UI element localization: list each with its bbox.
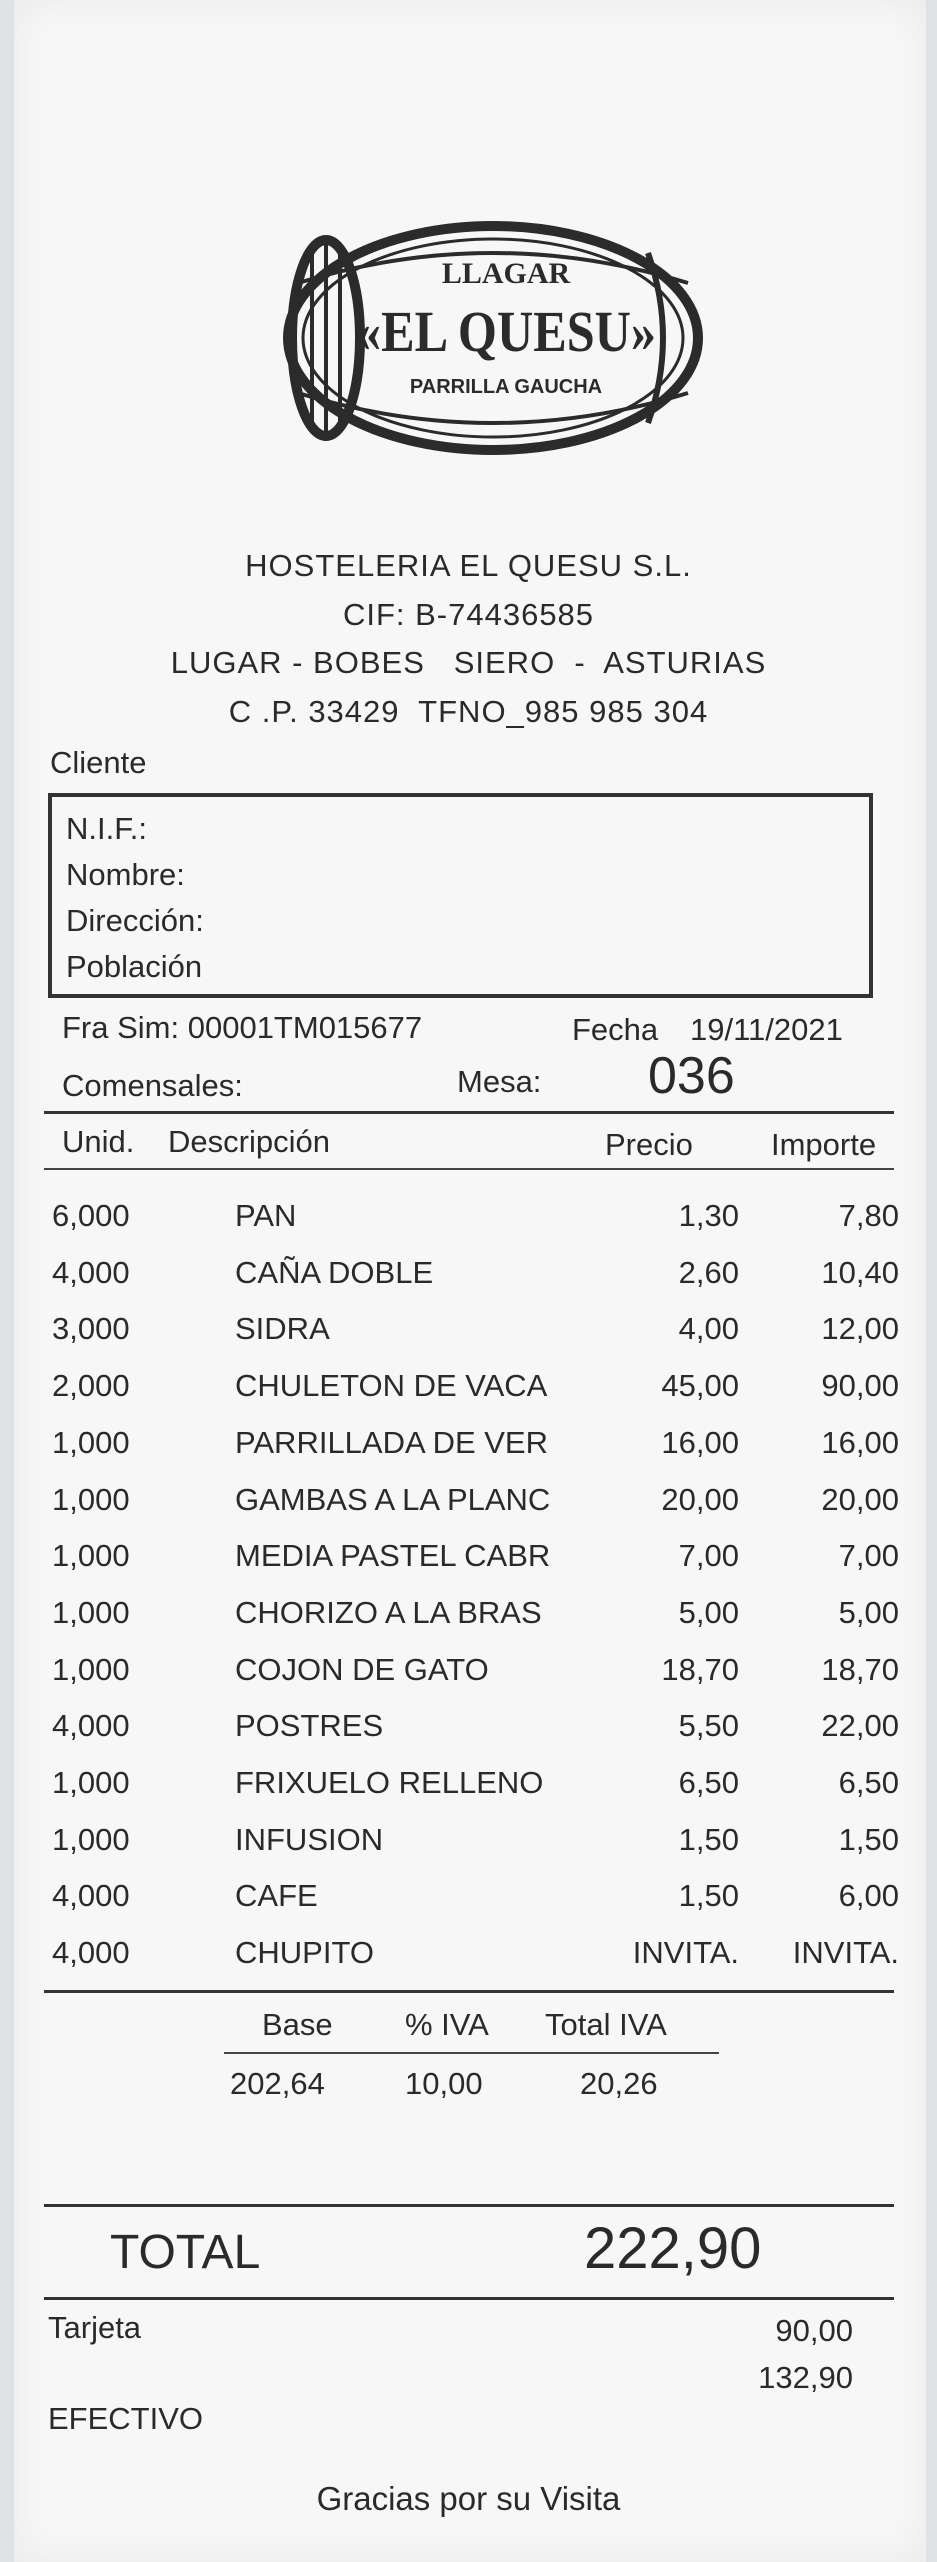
item-description: POSTRES [235,1708,384,1744]
item-amount: 7,80 [838,1198,899,1233]
item-description: PAN [235,1198,297,1233]
item-price: 7,00 [678,1538,739,1574]
item-row [0,1425,937,1481]
item-unit: 2,000 [52,1368,130,1404]
client-address-label: Dirección: [66,903,204,938]
item-row [0,1311,937,1367]
item-price: 16,00 [661,1424,739,1460]
item-amount: 6,50 [838,1765,899,1800]
item-price: INVITA. [632,1935,739,1971]
tax-base-value: 202,64 [230,2066,325,2101]
table-label: Mesa: [457,1064,542,1099]
item-amount: 16,00 [821,1424,899,1460]
item-row [0,1652,937,1708]
invoice-date-label: Fecha [572,1012,659,1047]
item-price: 1,50 [678,1821,739,1857]
item-price: 1,50 [678,1878,739,1914]
item-unit: 1,000 [52,1538,130,1574]
item-amount: 5,00 [838,1594,899,1630]
item-description: CHULETON DE VACA [235,1368,548,1404]
item-unit: 3,000 [52,1311,130,1347]
llagar-barrel-logo [278,213,708,463]
item-price: 6,50 [678,1765,739,1800]
company-postal-phone: C .P. 33429 TFNO_985 985 304 [228,694,709,729]
item-row [0,1708,937,1764]
item-description: FRIXUELO RELLENO [235,1765,544,1800]
item-price: 45,00 [661,1368,739,1404]
invoice-date: 19/11/2021 [690,1012,843,1047]
item-amount: 18,70 [821,1651,899,1687]
client-name-label: Nombre: [66,857,185,892]
table-number: 036 [648,1047,735,1105]
item-description: PARRILLADA DE VER [235,1424,548,1460]
item-row [0,1538,937,1594]
item-row [0,1255,937,1311]
thank-you-footer: Gracias por su Visita [316,2480,621,2517]
divider [44,1990,894,1993]
total-value: 222,90 [584,2216,762,2281]
tax-rate-value: 10,00 [405,2066,483,2101]
item-row [0,1878,937,1934]
card-label: Tarjeta [48,2310,142,2345]
item-description: INFUSION [235,1821,384,1857]
item-amount: 7,00 [838,1538,899,1574]
item-price: 5,00 [678,1594,739,1630]
item-unit: 1,000 [52,1821,130,1857]
column-unit: Unid. [62,1124,135,1159]
item-description: COJON DE GATO [235,1651,489,1687]
item-row [0,1822,937,1878]
item-unit: 1,000 [52,1424,130,1460]
logo-line-2: «EL QUESU» [356,299,656,364]
item-amount: 6,00 [838,1878,899,1914]
client-nif-label: N.I.F.: [66,811,147,846]
item-price: 4,00 [678,1311,739,1347]
tax-total-value: 20,26 [580,2066,658,2101]
divider [44,1111,894,1114]
item-price: 1,30 [678,1198,739,1233]
client-town-label: Población [66,949,203,984]
item-amount: 90,00 [821,1368,899,1404]
logo-line-3: PARRILLA GAUCHA [409,376,603,398]
tax-base-label: Base [262,2007,333,2042]
total-label: TOTAL [110,2226,261,2279]
item-description: CHUPITO [235,1935,374,1971]
item-amount: INVITA. [792,1935,899,1971]
item-description: SIDRA [235,1311,330,1347]
item-price: 18,70 [661,1651,739,1687]
logo-line-1: LLAGAR [441,257,571,290]
item-unit: 1,000 [52,1594,130,1630]
company-cif: CIF: B-74436585 [342,597,595,632]
divider [44,2297,894,2300]
item-description: CAÑA DOBLE [235,1254,434,1290]
item-description: GAMBAS A LA PLANC [235,1481,551,1517]
item-row [0,1595,937,1651]
company-name: HOSTELERIA EL QUESU S.L. [245,548,692,583]
company-address: LUGAR - BOBES SIERO - ASTURIAS [170,645,767,680]
item-row [0,1368,937,1424]
item-description: CHORIZO A LA BRAS [235,1594,542,1630]
card-value: 90,00 [775,2313,853,2348]
item-row [0,1935,937,1991]
item-price: 5,50 [678,1708,739,1744]
item-unit: 4,000 [52,1708,130,1744]
item-row [0,1198,937,1254]
client-heading: Cliente [50,745,147,780]
invoice-number: Fra Sim: 00001TM015677 [62,1010,423,1045]
tax-rate-label: % IVA [405,2007,489,2042]
column-description: Descripción [168,1124,330,1159]
item-price: 20,00 [661,1481,739,1517]
divider [44,1168,894,1170]
item-unit: 6,000 [52,1198,130,1233]
item-unit: 1,000 [52,1651,130,1687]
item-unit: 4,000 [52,1254,130,1290]
item-unit: 1,000 [52,1481,130,1517]
column-price: Precio [605,1127,693,1162]
tax-total-label: Total IVA [545,2007,667,2042]
column-amount: Importe [771,1127,877,1162]
item-amount: 1,50 [838,1821,899,1857]
item-row [0,1482,937,1538]
item-description: CAFE [235,1878,318,1914]
client-box [48,793,873,998]
item-amount: 22,00 [821,1708,899,1744]
item-unit: 4,000 [52,1935,130,1971]
item-amount: 12,00 [821,1311,899,1347]
item-price: 2,60 [678,1254,739,1290]
diners-label: Comensales: [62,1068,243,1103]
item-amount: 20,00 [821,1481,899,1517]
cash-value: 132,90 [758,2360,853,2395]
divider [44,2204,894,2207]
item-amount: 10,40 [821,1254,899,1290]
item-description: MEDIA PASTEL CABR [235,1538,551,1574]
item-row [0,1765,937,1821]
tax-divider [224,2052,719,2054]
cash-label: EFECTIVO [48,2401,204,2436]
item-unit: 4,000 [52,1878,130,1914]
item-unit: 1,000 [52,1765,130,1800]
